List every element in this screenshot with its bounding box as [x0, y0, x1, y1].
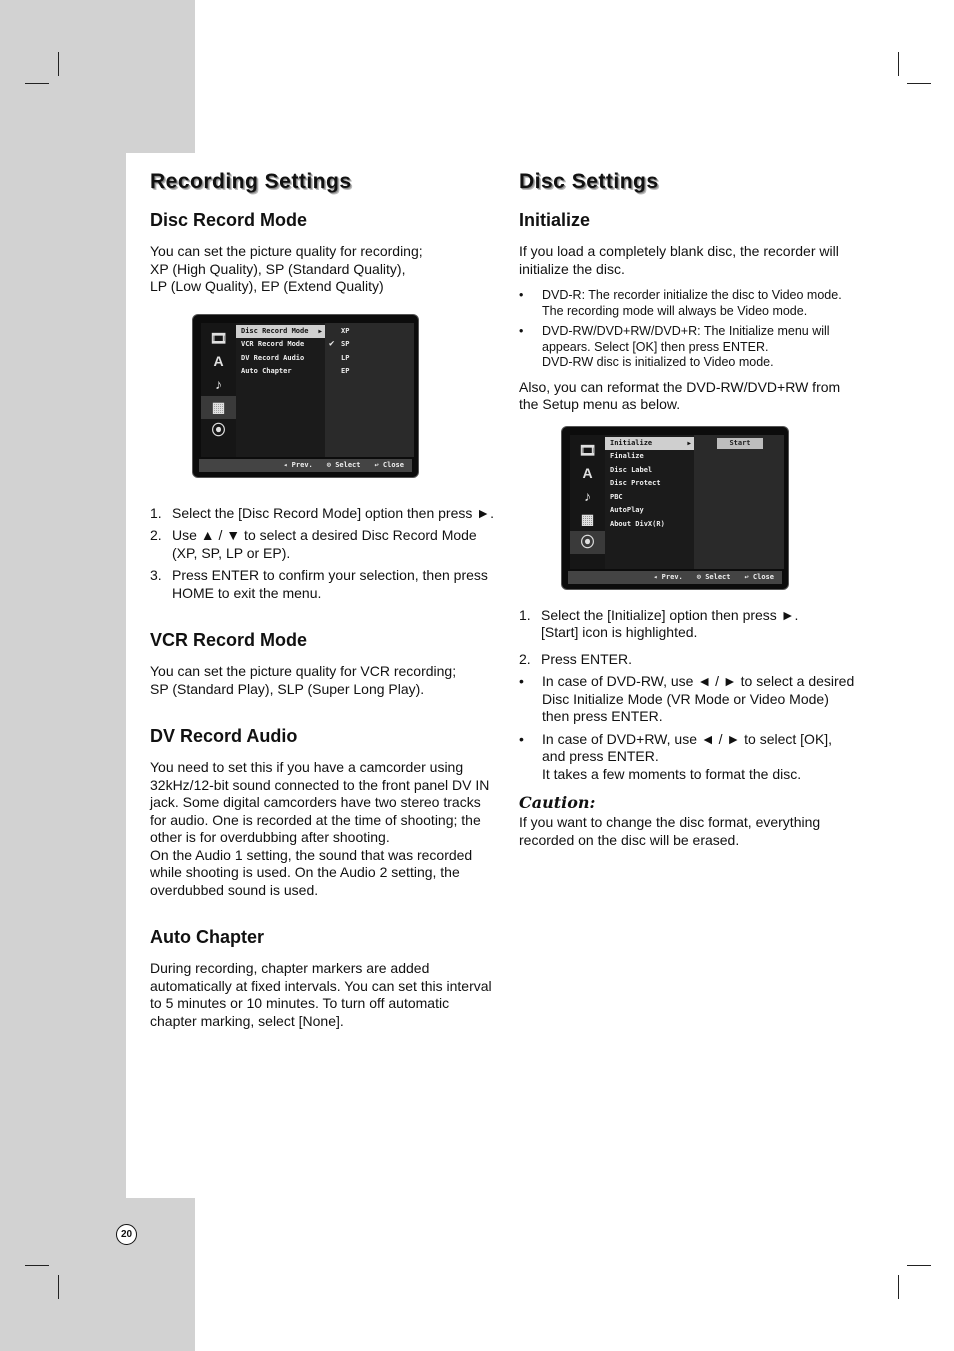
osd-sidebar-icon-record: ▦ — [201, 396, 236, 419]
list-item: • DVD-RW/DVD+RW/DVD+R: The Initialize menu will appears. Select [OK] then press ENTER. DVD-RW disc is initialized to Video mode. — [519, 324, 830, 369]
heading-dv-record-audio: DV Record Audio — [150, 726, 298, 746]
recording-settings-column — [150, 170, 495, 1030]
crop-mark — [898, 52, 899, 76]
osd-menu-list — [236, 323, 325, 457]
heading-vcr-record-mode: VCR Record Mode — [150, 630, 308, 650]
auto-chapter-text: During recording, chapter markers are added automatically at fixed intervals. You can set this interval to 5 minutes or 10 minutes. To turn off automatic chapter marking, select [None]. — [150, 960, 492, 1029]
osd-footer-close: ↩ Close — [744, 573, 774, 581]
osd-sidebar-icon-disc: 🎞 — [209, 329, 228, 346]
step-item: 2. Press ENTER. — [519, 650, 633, 667]
osd-footer-prev: ◂ Prev. — [653, 573, 683, 581]
initialize-steps — [519, 607, 859, 669]
page-margin-bottom — [0, 1198, 195, 1351]
osd-sidebar-icon-disc-settings: ⦿ — [570, 531, 605, 554]
osd-footer — [568, 571, 782, 584]
osd-sidebar — [201, 323, 236, 457]
heading-auto-chapter: Auto Chapter — [150, 927, 264, 947]
initialize-also: Also, you can reformat the DVD-RW/DVD+RW from the Setup menu as below. — [519, 378, 841, 412]
crop-mark — [898, 1275, 899, 1299]
page-margin-left — [0, 153, 126, 1198]
heading-disc-record-mode: Disc Record Mode — [150, 210, 308, 230]
disc-record-mode-intro: You can set the picture quality for recording; XP (High Quality), SP (Standard Quality), LP (Low Quality), EP (Extend Quality) — [150, 243, 423, 294]
check-icon: ✔ — [329, 339, 335, 349]
osd-sidebar — [570, 435, 605, 569]
osd-footer-select: ⊙ Select — [326, 461, 361, 469]
initialize-cases — [519, 673, 859, 783]
osd-menu-item-finalize: Finalize — [610, 452, 644, 460]
disc-record-mode-menu-screenshot — [192, 314, 419, 478]
disc-settings-menu-screenshot — [561, 426, 789, 590]
dv-record-audio-text-2: On the Audio 1 setting, the sound that was recorded while shooting is used. On the Audio 2 setting, the overdubbed sound is used. — [150, 846, 473, 898]
osd-footer — [199, 459, 412, 472]
caution-text: If you want to change the disc format, everything recorded on the disc will be erased. — [519, 814, 821, 848]
osd-menu-item-disc-label: Disc Label — [610, 465, 653, 474]
step-item: 3. Press ENTER to confirm your selection, then press HOME to exit the menu. — [150, 567, 488, 601]
osd-footer-select: ⊙ Select — [696, 573, 731, 581]
osd-sidebar-icon-disc: 🎞 — [578, 441, 597, 458]
osd-menu-item-autoplay: AutoPlay — [610, 506, 644, 514]
crop-mark — [25, 83, 49, 84]
step-item: 2. Use ▲ / ▼ to select a desired Disc Record Mode (XP, SP, LP or EP). — [150, 527, 477, 561]
osd-start-button: Start — [717, 438, 763, 449]
osd-footer-close: ↩ Close — [374, 461, 404, 469]
list-item: • In case of DVD-RW, use ◄ / ► to select a desired Disc Initialize Mode (VR Mode or Video Mode) then press ENTER. — [519, 673, 855, 724]
osd-option-lp: LP — [341, 353, 350, 362]
osd-menu-item-disc-protect: Disc Protect — [610, 479, 661, 487]
list-item: • In case of DVD+RW, use ◄ / ► to select [OK], and press ENTER. It takes a few moments to format the disc. — [519, 730, 833, 782]
osd-sidebar-icon-language: A — [582, 465, 593, 481]
initialize-bullets — [519, 288, 859, 371]
vcr-record-mode-text: You can set the picture quality for VCR recording; SP (Standard Play), SLP (Super Long Play). — [150, 663, 457, 697]
osd-sidebar-icon-audio: ♪ — [584, 488, 591, 504]
disc-settings-column — [519, 170, 859, 849]
osd-sidebar-icon-disc-settings: ⦿ — [211, 422, 226, 438]
list-item: • DVD-R: The recorder initialize the disc to Video mode. The recording mode will always be Video mode. — [519, 288, 842, 318]
osd-menu-item-disc-record-mode: Disc Record Mode ▶ — [236, 325, 325, 339]
dv-record-audio-text: You need to set this if you have a camcorder using 32kHz/12-bit sound connected to the front panel DV IN jack. Some digital camcorders have two stereo tracks for audio. One is recorded at the time of shooting; the other is for overdubbing after shooting. — [150, 759, 490, 845]
disc-record-mode-steps — [150, 505, 495, 603]
osd-menu-item-vcr-record-mode: VCR Record Mode — [241, 340, 305, 348]
osd-menu-item-pbc: PBC — [610, 492, 623, 501]
step-item: 1. Select the [Disc Record Mode] option then press ►. — [150, 504, 495, 521]
osd-options-list — [325, 323, 414, 457]
crop-mark — [907, 83, 931, 84]
initialize-intro: If you load a completely blank disc, the recorder will initialize the disc. — [519, 243, 839, 277]
osd-options-panel — [694, 435, 784, 569]
heading-initialize: Initialize — [519, 210, 591, 230]
crop-mark — [25, 1265, 49, 1266]
osd-option-ep: EP — [341, 367, 350, 375]
section-title-recording-settings: Recording Settings — [150, 170, 352, 193]
osd-menu-item-about-divx: About DivX(R) — [610, 519, 665, 528]
step-item: 1. Select the [Initialize] option then press ►. [Start] icon is highlighted. — [519, 606, 799, 640]
osd-footer-prev: ◂ Prev. — [283, 461, 313, 469]
page-margin-top — [0, 0, 195, 153]
osd-sidebar-icon-language: A — [213, 353, 224, 369]
crop-mark — [58, 1275, 59, 1299]
osd-menu-item-dv-record-audio: DV Record Audio — [241, 353, 305, 362]
page-number: 20 — [116, 1224, 137, 1245]
osd-option-sp: ✔ SP — [325, 338, 414, 352]
crop-mark — [58, 52, 59, 76]
osd-sidebar-icon-record: ▦ — [580, 510, 595, 527]
osd-menu-list — [605, 435, 694, 569]
crop-mark — [907, 1265, 931, 1266]
section-title-disc-settings: Disc Settings — [519, 170, 659, 193]
osd-sidebar-icon-audio: ♪ — [215, 376, 222, 392]
caution-title: Caution: — [519, 793, 596, 812]
osd-option-xp: XP — [341, 326, 350, 335]
osd-menu-item-initialize: Initialize ▶ — [605, 437, 694, 451]
osd-menu-item-auto-chapter: Auto Chapter — [241, 367, 292, 375]
